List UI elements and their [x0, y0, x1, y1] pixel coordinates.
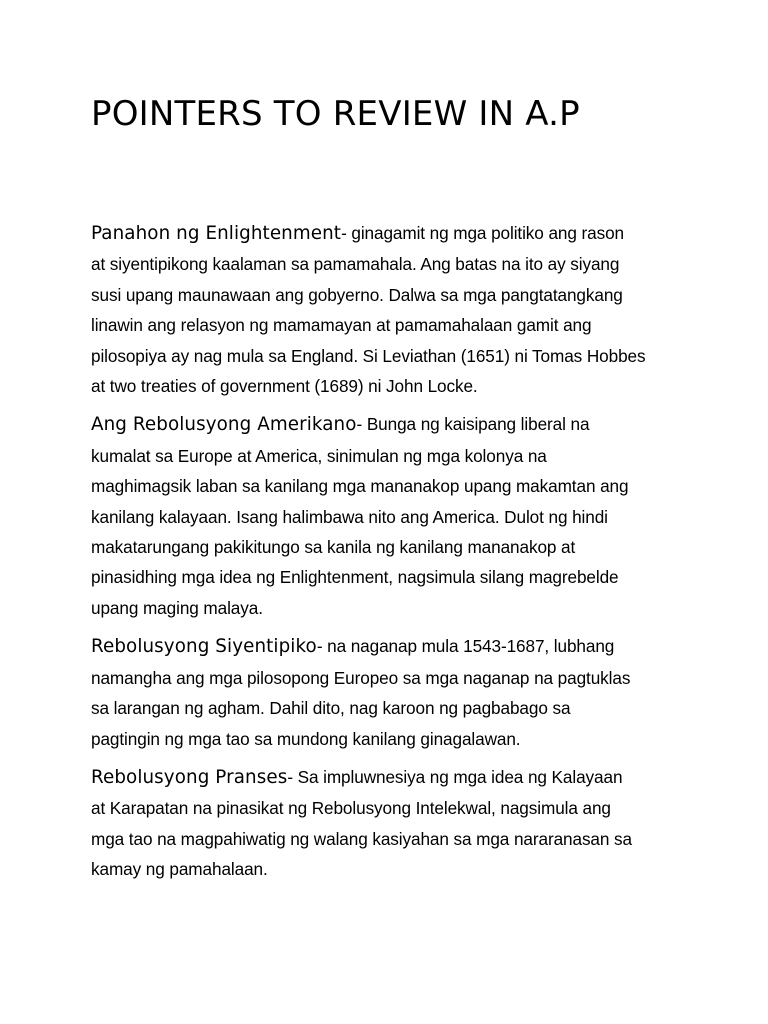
section-text-line: - Bunga ng kaisipang liberal na [356, 414, 590, 435]
section-term: Rebolusyong Siyentipiko [91, 636, 317, 658]
section-text-line: - ginagamit ng mga politiko ang rason [341, 223, 624, 243]
section-text-line: makatarungang pakikitungo sa kanila ng kanilang mananakop at [91, 537, 576, 558]
section-text-line: susi upang maunawaan ang gobyerno. Dalwa sa mga pangtatangkang [91, 284, 623, 305]
document-body [91, 218, 691, 893]
section-text-line: kamay ng pamahalaan. [91, 859, 268, 880]
section-term: Ang Rebolusyong Amerikano [91, 414, 357, 436]
section-text-line: mga tao na magpahiwatig ng walang kasiyahan sa mga nararanasan sa [91, 828, 632, 849]
section-term: Rebolusyong Pranses [91, 766, 288, 788]
section-text-line: maghimagsik laban sa kanilang mga mananakop upang makamtan ang [91, 476, 629, 497]
section-first-line [91, 762, 691, 793]
section-text-line: kanilang kalayaan. Isang halimbawa nito ang America. Dulot ng hindi [91, 506, 608, 527]
document-title: POINTERS TO REVIEW IN A.P [91, 94, 580, 134]
section-first-line [91, 218, 691, 249]
section-text-line: linawin ang relasyon ng mamamayan at pamamahalaan gamit ang [91, 315, 592, 336]
section-enlightenment [91, 218, 691, 401]
section-text-line: pilosopiya ay nag mula sa England. Si Leviathan (1651) ni Tomas Hobbes [91, 345, 646, 366]
section-first-line [91, 631, 691, 662]
section-first-line [91, 409, 691, 440]
section-text-line: at Karapatan na pinasikat ng Rebolusyong Intelekwal, nagsimula ang [91, 798, 611, 819]
section-text-line: - na naganap mula 1543-1687, lubhang [316, 636, 615, 657]
section-text-line: kumalat sa Europe at America, sinimulan ng mga kolonya na [91, 445, 547, 466]
section-french-revolution [91, 762, 691, 885]
section-text-line: pinasidhing mga idea ng Enlightenment, nagsimula silang magrebelde [91, 567, 619, 588]
section-text-line: namangha ang mga pilosopong Europeo sa mga naganap na pagtuklas [91, 667, 631, 688]
section-text-line: upang maging malaya. [91, 597, 263, 618]
section-term: Panahon ng Enlightenment [91, 223, 342, 244]
section-text-line: at two treaties of government (1689) ni John Locke. [91, 376, 478, 397]
section-text-line: - Sa impluwnesiya ng mga idea ng Kalayaan [287, 766, 623, 787]
section-text-line: at siyentipikong kaalaman sa pamamahala. Ang batas na ito ay siyang [91, 254, 620, 275]
section-text-line: sa larangan ng agham. Dahil dito, nag karoon ng pagbabago sa [91, 698, 571, 719]
section-american-revolution [91, 409, 691, 623]
section-text-line: pagtingin ng mga tao sa mundong kanilang ginagalawan. [91, 728, 521, 749]
section-scientific-revolution [91, 631, 691, 754]
